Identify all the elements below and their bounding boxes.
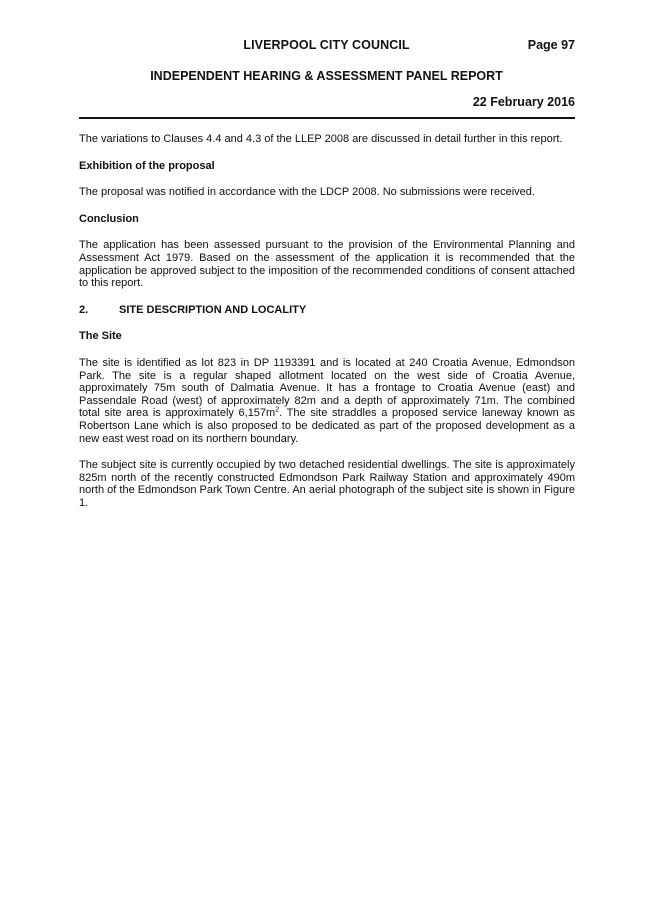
report-date: 22 February 2016 bbox=[472, 95, 575, 109]
header-divider bbox=[79, 117, 575, 119]
council-name: LIVERPOOL CITY COUNCIL bbox=[243, 38, 410, 52]
site-paragraph-2: The subject site is currently occupied by two detached residential dwellings. The site is approximately 825m north of the recently constructed Edmondson Park Railway Station and approximately 490m north of the Edmondson Park Town Centre. An aerial photograph of the subject site is shown in Figure 1. bbox=[79, 459, 575, 509]
site-paragraph-1 bbox=[79, 357, 575, 445]
report-title: INDEPENDENT HEARING & ASSESSMENT PANEL REPORT bbox=[150, 69, 503, 83]
site-paragraph-1-text-a: The site is identified as lot 823 in DP 1193391 and is located at 240 Croatia Avenue, Edmondson Park. The site is a regular shaped allotment located on the west side of Croatia Avenue, approximately 75m south of Dalmatia Avenue. It has a frontage to Croatia Avenue (east) and Passendale Road (west) of approximately 82m and a depth of approximately 71m. The combined total site area is approximately 6,157m bbox=[79, 356, 575, 420]
section-title: SITE DESCRIPTION AND LOCALITY bbox=[119, 303, 307, 316]
report-body bbox=[79, 133, 575, 521]
intro-paragraph: The variations to Clauses 4.4 and 4.3 of the LLEP 2008 are discussed in detail further in this report. bbox=[79, 133, 563, 145]
conclusion-paragraph: The application has been assessed pursuant to the provision of the Environmental Planning and Assessment Act 1979. Based on the assessment of the application it is recommended that the application be approved subject to the imposition of the recommended conditions of consent attached to this report. bbox=[79, 239, 575, 290]
exhibition-heading: Exhibition of the proposal bbox=[79, 159, 215, 172]
exhibition-paragraph: The proposal was notified in accordance with the LDCP 2008. No submissions were received. bbox=[79, 186, 535, 199]
area-superscript: 2 bbox=[275, 406, 280, 414]
section-heading bbox=[79, 304, 575, 317]
conclusion-heading: Conclusion bbox=[79, 212, 139, 225]
site-heading: The Site bbox=[79, 330, 122, 343]
site-paragraph-1-text-b: . The site straddles a proposed service laneway known as Robertson Lane which is also proposed to be dedicated as part of the proposed development as a new east west road on its northern boundary. bbox=[79, 407, 575, 445]
section-number: 2. bbox=[79, 303, 89, 316]
page-number: Page 97 bbox=[527, 38, 575, 52]
